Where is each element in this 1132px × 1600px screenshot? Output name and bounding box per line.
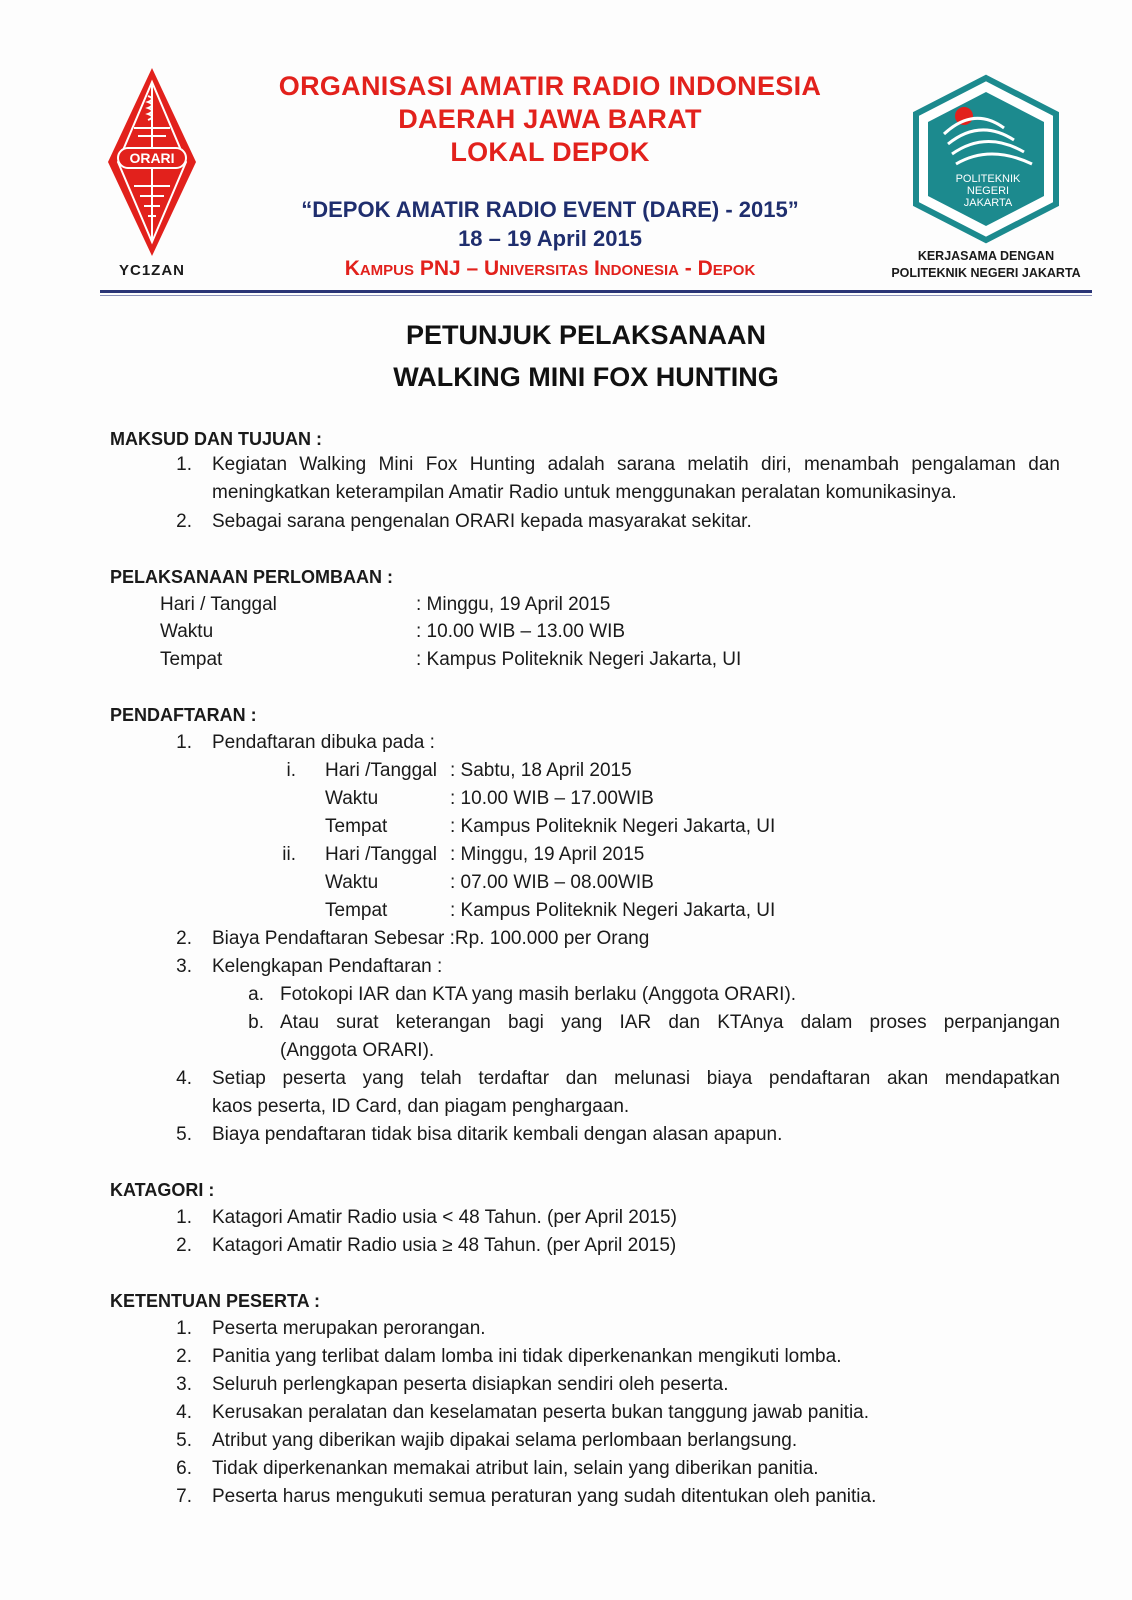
list-number: 2. (176, 1346, 192, 1367)
section-heading-pendaftaran: PENDAFTARAN : (110, 705, 257, 725)
list-number: 3. (176, 1374, 192, 1395)
list-number: 1. (176, 454, 192, 475)
list-number: 5. (176, 1430, 192, 1451)
list-number: 1. (176, 732, 192, 753)
roman-numeral: ii. (282, 844, 296, 865)
event-name: “DEPOK AMATIR RADIO EVENT (DARE) - 2015” (301, 197, 799, 222)
list-item: Setiap peserta yang telah terdaftar dan melunasi biaya pendaftaran akan mendapatkan (212, 1068, 1060, 1089)
organization-header (230, 70, 870, 169)
session-value: : 10.00 WIB – 17.00WIB (450, 788, 654, 809)
list-item-continuation: kaos peserta, ID Card, dan piagam penghargaan. (212, 1096, 630, 1117)
list-number: b. (248, 1012, 264, 1033)
list-number: 6. (176, 1458, 192, 1479)
section-heading-katagori: KATAGORI : (110, 1180, 215, 1200)
pnj-logo (904, 74, 1068, 244)
org-local: LOKAL DEPOK (450, 137, 650, 167)
info-value: : Minggu, 19 April 2015 (416, 594, 611, 615)
list-item: Biaya Pendaftaran Sebesar :Rp. 100.000 per Orang (212, 928, 650, 949)
list-number: 1. (176, 1207, 192, 1228)
partner-line-1: KERJASAMA DENGAN (917, 249, 1055, 263)
info-label: Tempat (160, 649, 223, 670)
list-number: 2. (176, 928, 192, 949)
session-value: : 07.00 WIB – 08.00WIB (450, 872, 654, 893)
sub-list-item-continuation: (Anggota ORARI). (280, 1040, 435, 1061)
list-item-continuation: meningkatkan keterampilan Amatir Radio untuk menggunakan peralatan komunikasinya. (212, 482, 957, 503)
list-item: Kelengkapan Pendaftaran : (212, 956, 443, 977)
list-item: Sebagai sarana pengenalan ORARI kepada masyarakat sekitar. (212, 511, 752, 532)
list-number: 3. (176, 956, 192, 977)
title-line-1: PETUNJUK PELAKSANAAN (405, 320, 767, 350)
event-venue: Kampus PNJ – Universitas Indonesia - Depok (344, 257, 756, 280)
list-number: 4. (176, 1402, 192, 1423)
roman-numeral: i. (286, 760, 296, 781)
partner-line-2: POLITEKNIK NEGERI JAKARTA (891, 266, 1081, 280)
org-name: ORGANISASI AMATIR RADIO INDONESIA (278, 71, 822, 101)
sub-list-item: Fotokopi IAR dan KTA yang masih berlaku (Anggota ORARI). (280, 984, 797, 1005)
list-item: Pendaftaran dibuka pada : (212, 732, 435, 753)
section-heading-ketentuan: KETENTUAN PESERTA : (110, 1291, 321, 1311)
list-item: Atribut yang diberikan wajib dipakai selama perlombaan berlangsung. (212, 1430, 798, 1451)
section-heading-pelaksanaan: PELAKSANAAN PERLOMBAAN : (110, 567, 393, 587)
info-value: : Kampus Politeknik Negeri Jakarta, UI (416, 649, 742, 670)
list-item: Panitia yang terlibat dalam lomba ini tidak diperkenankan mengikuti lomba. (212, 1346, 842, 1367)
org-region: DAERAH JAWA BARAT (398, 104, 702, 134)
session-value: : Minggu, 19 April 2015 (450, 844, 645, 865)
list-item: Tidak diperkenankan memakai atribut lain, selain yang diberikan panitia. (212, 1458, 819, 1479)
callsign: YC1ZAN (118, 262, 185, 279)
list-item: Biaya pendaftaran tidak bisa ditarik kembali dengan alasan apapun. (212, 1124, 783, 1145)
session-value: : Sabtu, 18 April 2015 (450, 760, 632, 781)
session-value: : Kampus Politeknik Negeri Jakarta, UI (450, 816, 776, 837)
pnj-logo-text-3: JAKARTA (963, 197, 1013, 209)
list-item: Kerusakan peralatan dan keselamatan peserta bukan tanggung jawab panitia. (212, 1402, 870, 1423)
session-label: Tempat (325, 900, 388, 921)
list-number: 7. (176, 1486, 192, 1507)
header-divider (100, 290, 1092, 293)
list-item: Seluruh perlengkapan peserta disiapkan sendiri oleh peserta. (212, 1374, 729, 1395)
list-item: Kegiatan Walking Mini Fox Hunting adalah sarana melatih diri, menambah pengalaman dan (212, 454, 1060, 475)
info-value: : 10.00 WIB – 13.00 WIB (416, 621, 626, 642)
pnj-logo-text-1: POLITEKNIK (955, 173, 1021, 185)
session-label: Waktu (325, 788, 379, 809)
title-line-2: WALKING MINI FOX HUNTING (393, 362, 779, 392)
orari-logo-text: ORARI (129, 150, 175, 166)
list-item: Peserta merupakan perorangan. (212, 1318, 486, 1339)
session-label: Waktu (325, 872, 379, 893)
document-title (100, 314, 1072, 398)
info-label: Waktu (160, 621, 214, 642)
orari-logo (104, 66, 200, 266)
list-number: 2. (176, 511, 192, 532)
session-label: Tempat (325, 816, 388, 837)
pnj-logo-text-2: NEGERI (966, 185, 1010, 197)
event-date: 18 – 19 April 2015 (458, 226, 642, 251)
list-number: a. (248, 984, 264, 1005)
list-number: 4. (176, 1068, 192, 1089)
session-value: : Kampus Politeknik Negeri Jakarta, UI (450, 900, 776, 921)
session-label: Hari /Tanggal (325, 844, 437, 865)
session-label: Hari /Tanggal (325, 760, 437, 781)
list-number: 1. (176, 1318, 192, 1339)
header-divider-thin (100, 295, 1092, 296)
section-heading-maksud: MAKSUD DAN TUJUAN : (110, 429, 322, 449)
list-item: Katagori Amatir Radio usia < 48 Tahun. (per April 2015) (212, 1207, 677, 1228)
list-number: 2. (176, 1235, 192, 1256)
info-label: Hari / Tanggal (160, 594, 277, 615)
list-item: Peserta harus mengukuti semua peraturan yang sudah ditentukan oleh panitia. (212, 1486, 877, 1507)
list-number: 5. (176, 1124, 192, 1145)
partner-note (876, 248, 1096, 282)
list-item: Katagori Amatir Radio usia ≥ 48 Tahun. (per April 2015) (212, 1235, 677, 1256)
sub-list-item: Atau surat keterangan bagi yang IAR dan KTAnya dalam proses perpanjangan (280, 1012, 1060, 1033)
